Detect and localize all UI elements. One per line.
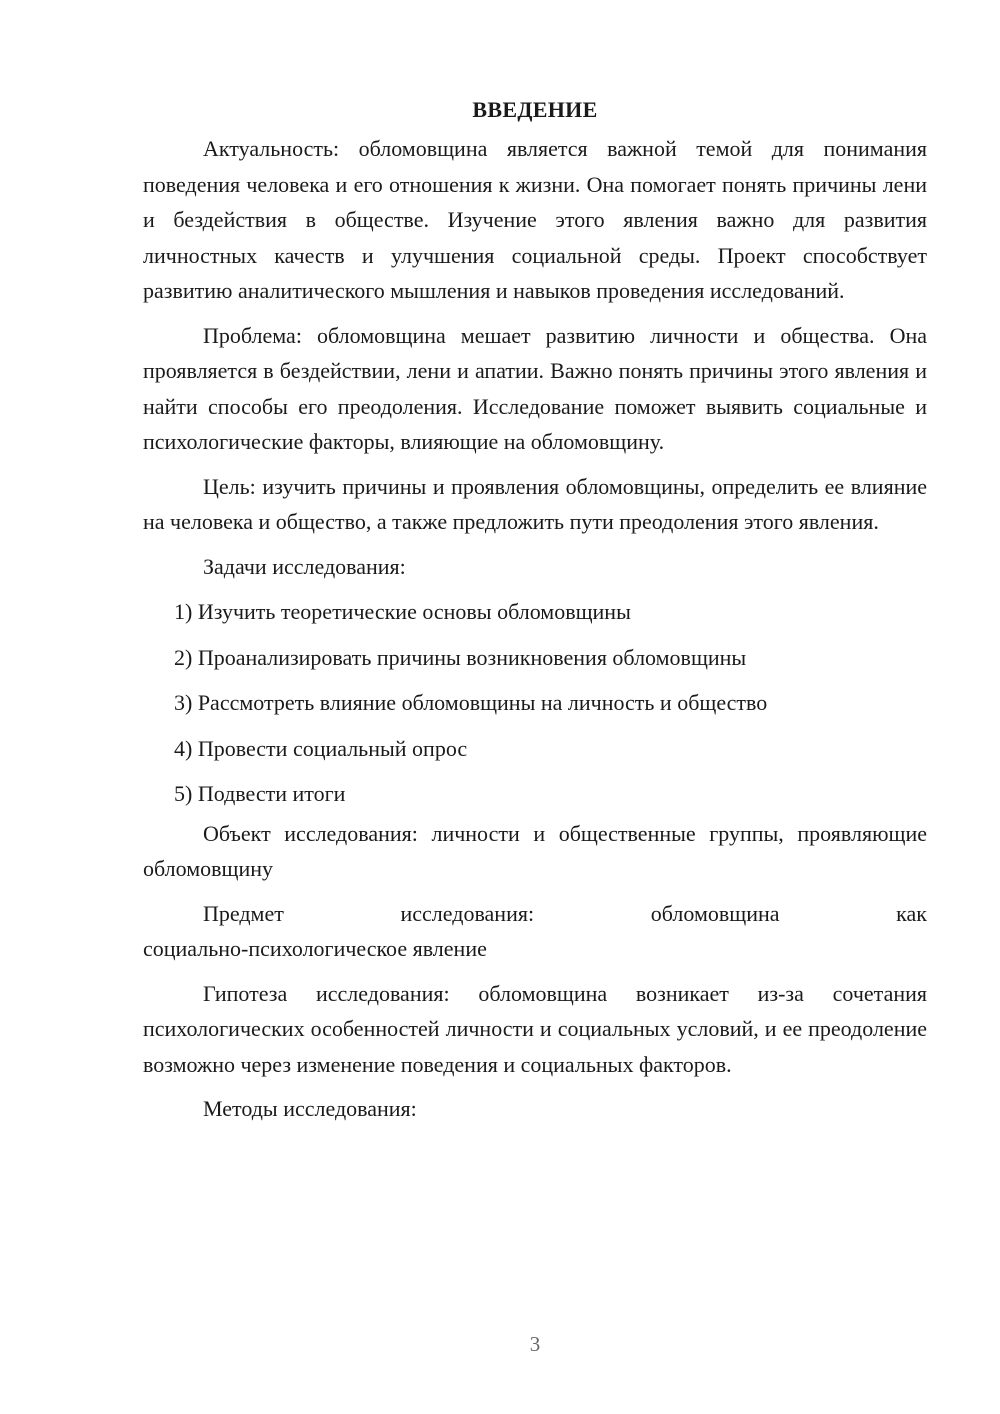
page-title: ВВЕДЕНИЕ — [472, 97, 598, 122]
subject-word-4: как — [896, 900, 927, 926]
task-item-4: 4) Провести социальный опрос — [174, 735, 468, 761]
task-item-3: 3) Рассмотреть влияние обломовщины на личность и общество — [174, 690, 768, 715]
task-item-5: 5) Подвести итоги — [174, 781, 346, 806]
subject-first-line — [143, 896, 927, 932]
hypothesis-paragraph: Гипотеза исследования: обломовщина возникает из-за сочетания психологических особенностей личности и социальных условий, и ее преодоление возможно через изменение поведения и социальных факторов. — [143, 980, 927, 1077]
page-number: 3 — [529, 1332, 541, 1356]
subject-word-1: Предмет — [203, 900, 284, 926]
object-paragraph: Объект исследования: личности и общественные группы, проявляющие обломовщину — [143, 820, 927, 881]
tasks-list — [143, 594, 927, 812]
subject-word-2: исследования: — [400, 900, 535, 926]
task-item-2: 2) Проанализировать причины возникновения обломовщины — [174, 644, 747, 670]
page-content — [143, 92, 927, 1136]
subject-paragraph — [143, 896, 927, 967]
subject-second-line: социально-психологическое явление — [143, 936, 487, 961]
goal-paragraph: Цель: изучить причины и проявления обломовщины, определить ее влияние на человека и общество, а также предложить пути преодоления этого явления. — [143, 473, 927, 534]
tasks-heading: Задачи исследования: — [203, 553, 406, 579]
methods-heading: Методы исследования: — [203, 1096, 417, 1121]
relevance-paragraph: Актуальность: обломовщина является важной темой для понимания поведения человека и его отношения к жизни. Она помогает понять причины лени и бездействия в обществе. Изучение этого явления важно для развития личностных качеств и улучшения социальной среды. Проект способствует развитию аналитического мышления и навыков проведения исследований. — [143, 136, 927, 303]
subject-word-3: обломовщина — [650, 900, 780, 926]
task-item-1: 1) Изучить теоретические основы обломовщины — [174, 599, 631, 624]
problem-paragraph: Проблема: обломовщина мешает развитию личности и общества. Она проявляется в бездействии, лени и апатии. Важно понять причины этого явления и найти способы его преодоления. Исследование поможет выявить социальные и психологические факторы, влияющие на обломовщину. — [143, 322, 927, 454]
